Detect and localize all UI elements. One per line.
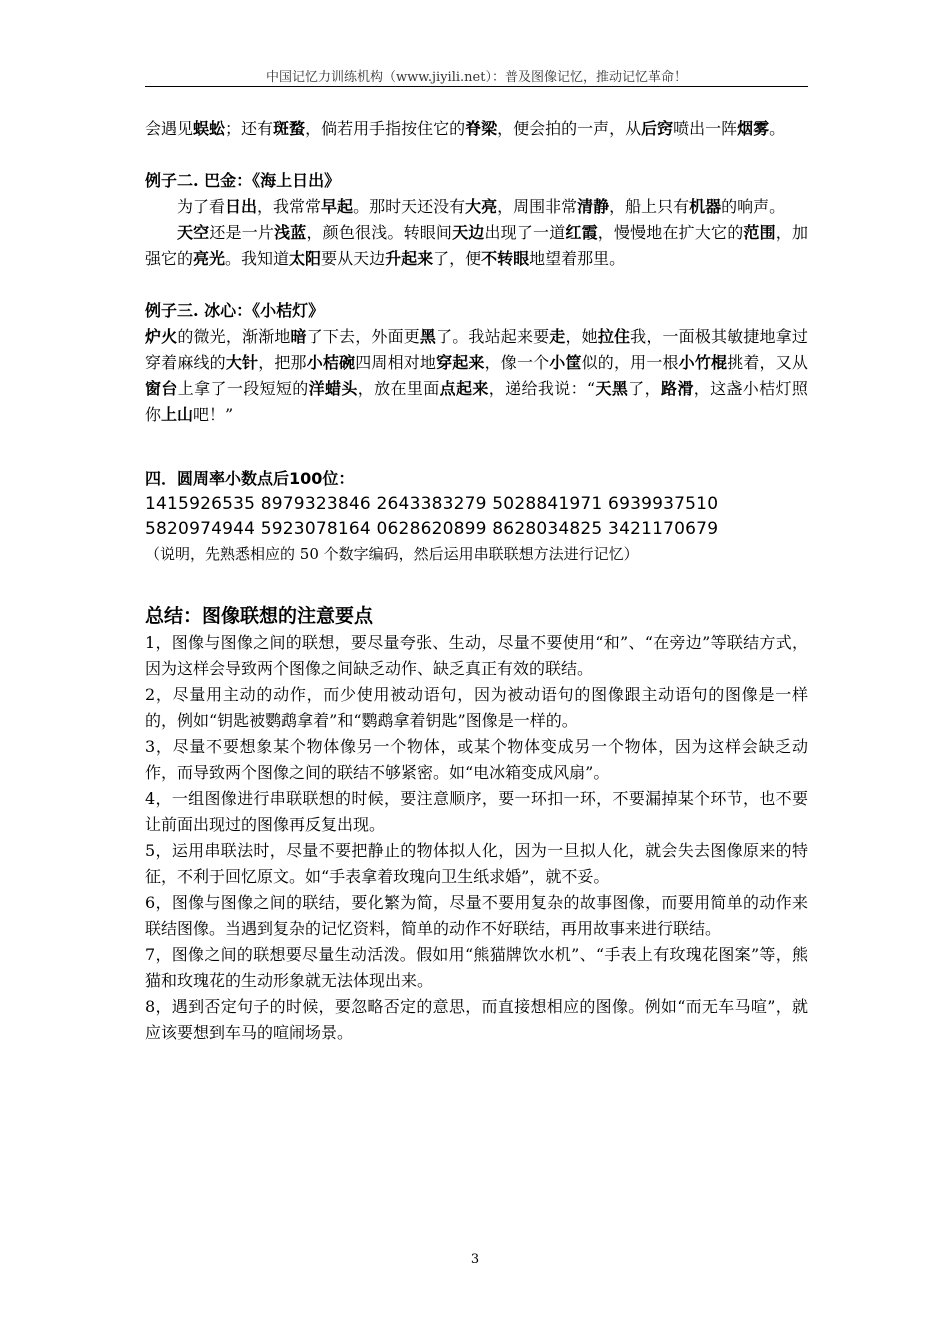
pi-note: （说明，先熟悉相应的 50 个数字编码，然后运用串联联想方法进行记忆）	[145, 545, 639, 563]
page-header: 中国记忆力训练机构（www.jiyili.net）：普及图像记忆，推动记忆革命！	[266, 70, 687, 85]
summary-item: 8，遇到否定句子的时候，要忽略否定的意思，而直接想相应的图像。例如“而无车马喧”，就应该要想到车马的喧闹场景。	[145, 997, 808, 1042]
summary-item: 4，一组图像进行串联联想的时候，要注意顺序，要一环扣一环，不要漏掉某个环节，也不要让前面出现过的图像再反复出现。	[145, 789, 808, 834]
example-2-paragraph-1: 为了看日出，我常常早起。那时天还没有大亮，周围非常清静，船上只有机器的响声。	[177, 197, 786, 216]
pi-digits-line-2: 5820974944 5923078164 0628620899 8628034825 3421170679	[145, 519, 719, 539]
example-2-paragraph-2: 天空还是一片浅蓝，颜色很浅。转眼间天边出现了一道红霞，慢慢地在扩大它的范围，加强它的亮光。我知道太阳要从天边升起来了，便不转眼地望着那里。	[145, 223, 808, 268]
summary-item: 5，运用串联法时，尽量不要把静止的物体拟人化，因为一旦拟人化，就会失去图像原来的特征，不利于回忆原文。如“手表拿着玫瑰向卫生纸求婚”，就不妥。	[145, 841, 808, 886]
pi-digits-line-1: 1415926535 8979323846 2643383279 5028841971 6939937510	[145, 494, 719, 514]
summary-title: 总结：图像联想的注意要点	[145, 605, 374, 627]
header-rule	[145, 86, 808, 87]
page-number: 3	[470, 1252, 480, 1267]
summary-item: 7，图像之间的联想要尽量生动活泼。假如用“熊猫牌饮水机”、“手表上有玫瑰花图案”等，熊猫和玫瑰花的生动形象就无法体现出来。	[145, 945, 808, 990]
summary-item: 2，尽量用主动的动作，而少使用被动语句，因为被动语句的图像跟主动语句的图像是一样的，例如“钥匙被鹦鹉拿着”和“鹦鹉拿着钥匙”图像是一样的。	[145, 685, 808, 730]
example-3-paragraph: 炉火的微光，渐渐地暗了下去，外面更黑了。我站起来要走，她拉住我，一面极其敏捷地拿过穿着麻线的大针，把那小桔碗四周相对地穿起来，像一个小筐似的，用一根小竹棍挑着，又从窗台上拿了一段短短的洋蜡头，放在里面点起来，递给我说：“天黑了，路滑，这盏小桔灯照你上山吧！”	[145, 327, 808, 424]
summary-item: 1，图像与图像之间的联想，要尽量夸张、生动，尽量不要使用“和”、“在旁边”等联结方式，因为这样会导致两个图像之间缺乏动作、缺乏真正有效的联结。	[145, 633, 808, 678]
example-3-title: 例子三. 冰心：《小桔灯》	[145, 301, 325, 320]
summary-item: 6，图像与图像之间的联结，要化繁为简，尽量不要用复杂的故事图像，而要用简单的动作来联结图像。当遇到复杂的记忆资料，简单的动作不好联结，再用故事来进行联结。	[145, 893, 808, 938]
example-2-title: 例子二. 巴金：《海上日出》	[145, 171, 341, 190]
continued-paragraph: 会遇见蜈蚣；还有斑蝥，倘若用手指按住它的脊梁，便会拍的一声，从后窍喷出一阵烟雾。	[145, 119, 786, 138]
pi-section-title: 四．圆周率小数点后100位：	[145, 469, 355, 488]
summary-item: 3，尽量不要想象某个物体像另一个物体，或某个物体变成另一个物体，因为这样会缺乏动作，而导致两个图像之间的联结不够紧密。如“电冰箱变成风扇”。	[145, 737, 808, 782]
page-content	[145, 116, 808, 1046]
